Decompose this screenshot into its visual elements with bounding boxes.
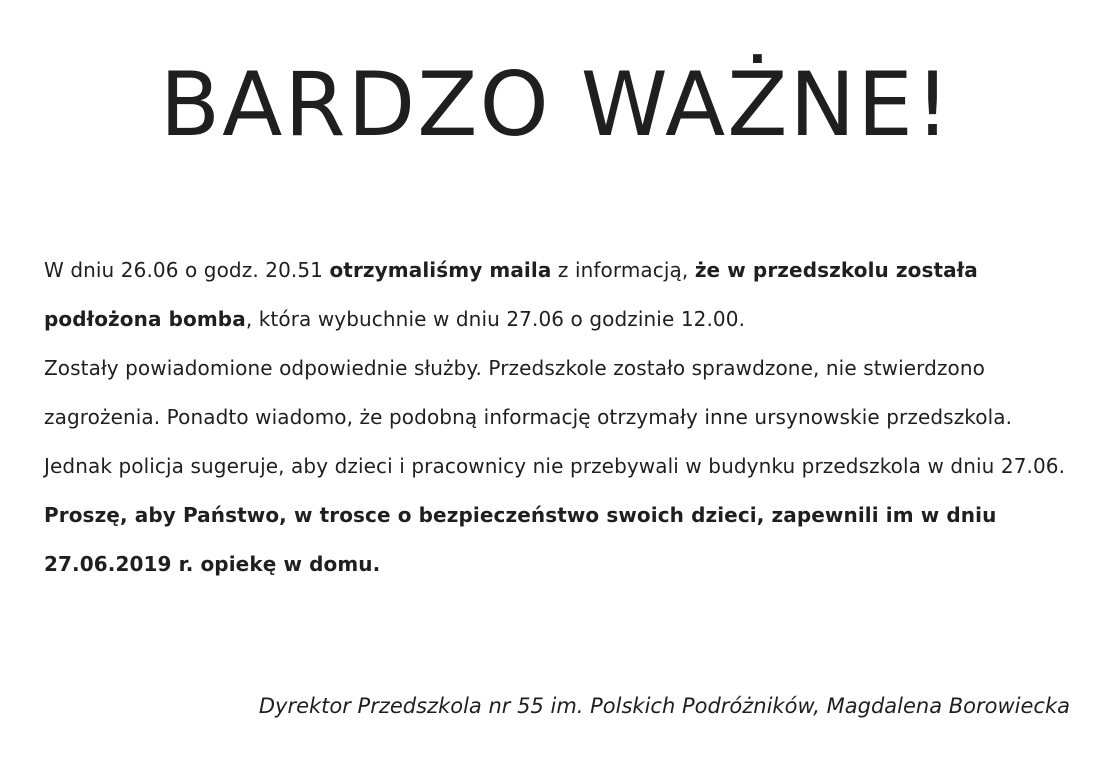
text-segment: Jednak policja sugeruje, aby dzieci i pracownicy nie przebywali w budynku przedszkola w dniu 27.06.: [44, 454, 1066, 478]
text-segment: Zostały powiadomione odpowiednie służby. Przedszkole zostało sprawdzone, nie stwierdzono zagrożenia. Ponadto wiadomo, że podobną informację otrzymały inne ursynowskie przedszkola.: [44, 356, 1013, 429]
signature: Dyrektor Przedszkola nr 55 im. Polskich Podróżników, Magdalena Borowiecka: [258, 694, 1070, 718]
text-segment: , która wybuchnie w dniu 27.06 o godzinie 12.00.: [245, 307, 746, 331]
text-segment: W dniu 26.06 o godz. 20.51: [44, 258, 330, 282]
paragraph-1: [44, 246, 1074, 344]
paragraph-2: [44, 344, 1074, 442]
bold-segment: że w przedszkolu została podłożona bomba: [44, 258, 978, 331]
paragraph-3: [44, 442, 1074, 589]
bold-segment: otrzymaliśmy maila: [329, 258, 552, 282]
page-title: BARDZO WAŻNE!: [159, 53, 953, 156]
text-segment: z informacją,: [551, 258, 695, 282]
notice-body: [44, 246, 1074, 589]
bold-segment: Proszę, aby Państwo, w trosce o bezpieczeństwo swoich dzieci, zapewnili im w dniu 27.06.2019 r. opiekę w domu.: [44, 503, 997, 576]
